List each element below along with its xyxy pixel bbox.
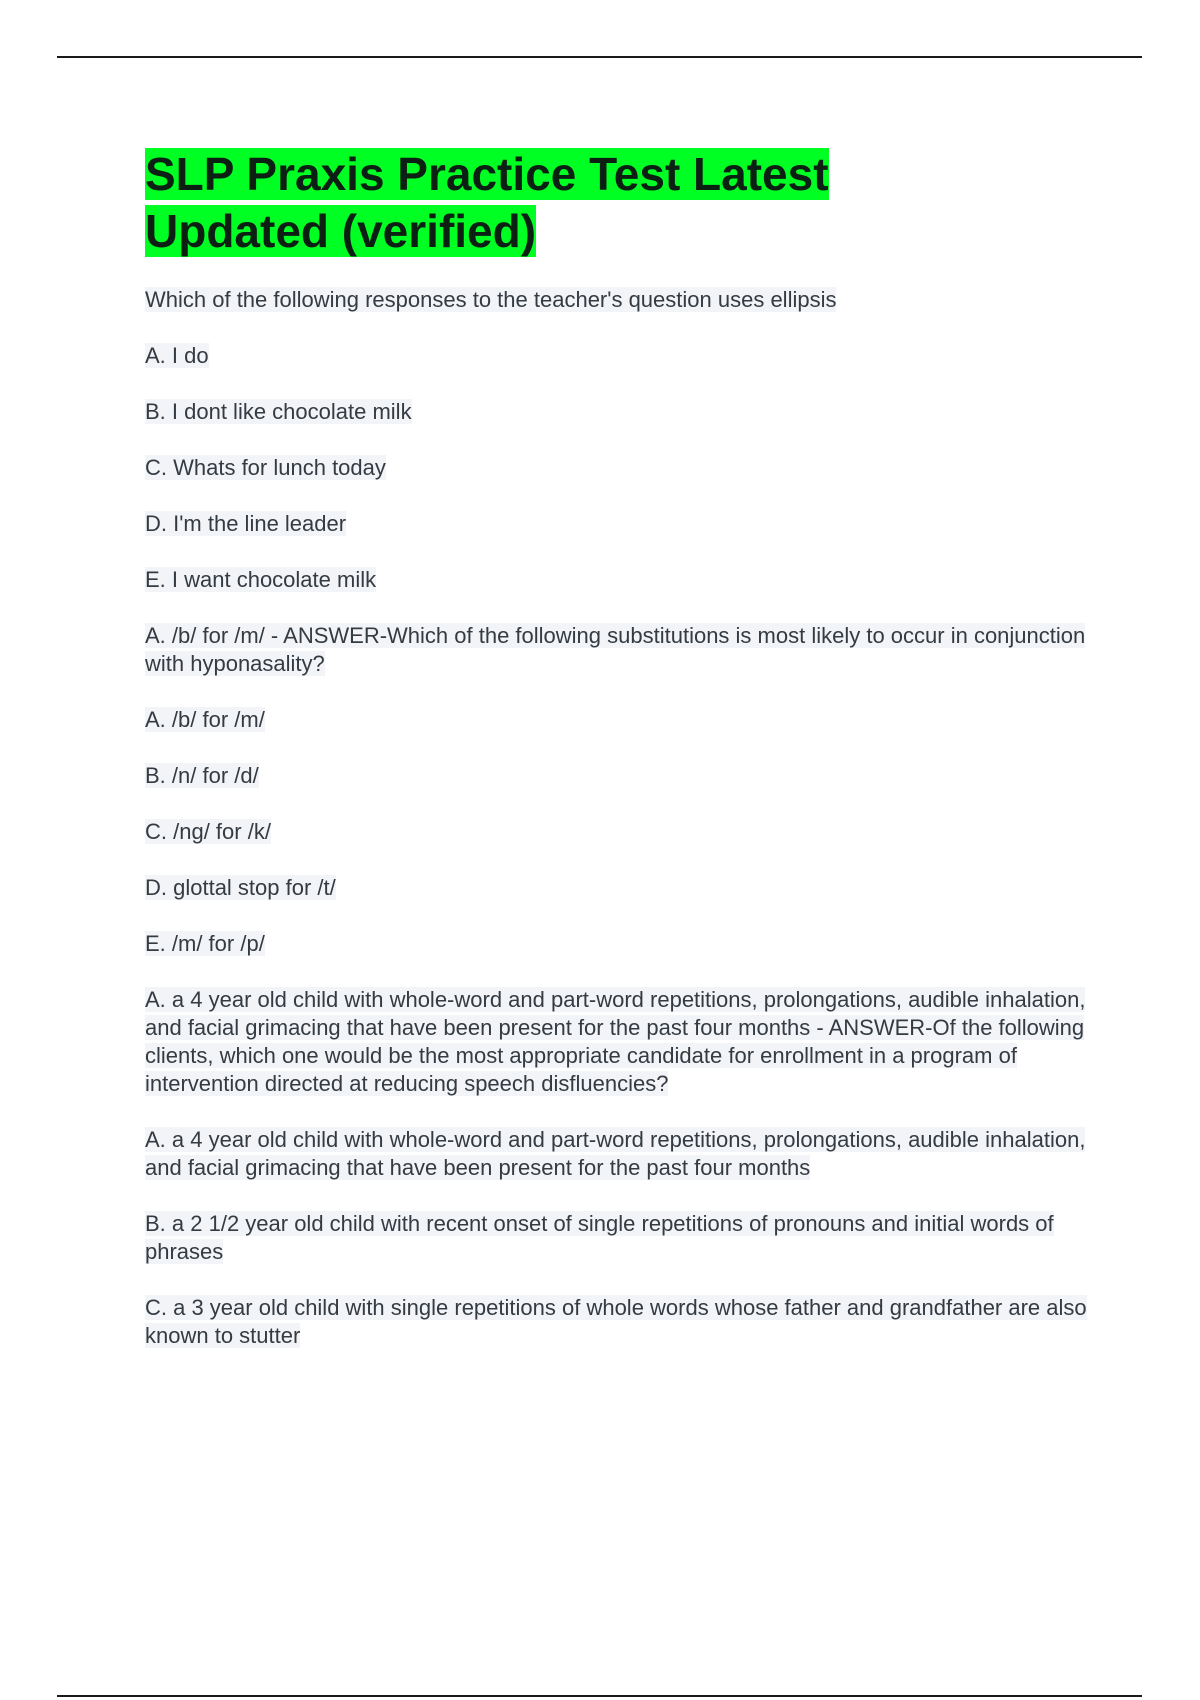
answer-option — [145, 930, 1095, 958]
paragraph-text: C. a 3 year old child with single repetitions of whole words whose father and grandfather are also known to stutter — [145, 1295, 1087, 1348]
answer-option — [145, 706, 1095, 734]
answer-option — [145, 342, 1095, 370]
footer-rule — [57, 1695, 1142, 1697]
paragraph-text: C. Whats for lunch today — [145, 455, 386, 480]
answer-option — [145, 818, 1095, 846]
answer-option — [145, 762, 1095, 790]
question-stem — [145, 986, 1095, 1098]
document-body — [145, 146, 1095, 1378]
paragraph-text: E. /m/ for /p/ — [145, 931, 265, 956]
document-title-text: SLP Praxis Practice Test Latest Updated (verified) — [145, 148, 829, 257]
answer-option — [145, 510, 1095, 538]
question-stem — [145, 622, 1095, 678]
answer-option — [145, 874, 1095, 902]
paragraph-text: A. I do — [145, 343, 209, 368]
paragraph-text: B. I dont like chocolate milk — [145, 399, 412, 424]
answer-option — [145, 1294, 1095, 1350]
paragraph-text: A. a 4 year old child with whole-word and part-word repetitions, prolongations, audible inhalation, and facial grimacing that have been present for the past four months - ANSWER-Of the following clients, which one would be the most appropriate candidate for enrollment in a program of intervention directed at reducing speech disfluencies? — [145, 987, 1086, 1096]
paragraph-text: D. I'm the line leader — [145, 511, 347, 536]
paragraph-text: A. /b/ for /m/ - ANSWER-Which of the following substitutions is most likely to occur in conjunction with hyponasality? — [145, 623, 1086, 676]
answer-option — [145, 1210, 1095, 1266]
document-title — [145, 146, 885, 260]
paragraph-text: A. a 4 year old child with whole-word and part-word repetitions, prolongations, audible inhalation, and facial grimacing that have been present for the past four months — [145, 1127, 1086, 1180]
paragraph-text: E. I want chocolate milk — [145, 567, 377, 592]
paragraph-text: B. a 2 1/2 year old child with recent onset of single repetitions of pronouns and initial words of phrases — [145, 1211, 1054, 1264]
paragraph-text: Which of the following responses to the teacher's question uses ellipsis — [145, 287, 837, 312]
paragraph-text: D. glottal stop for /t/ — [145, 875, 336, 900]
paragraph-text: C. /ng/ for /k/ — [145, 819, 271, 844]
paragraph-text: B. /n/ for /d/ — [145, 763, 259, 788]
answer-option — [145, 398, 1095, 426]
question-stem — [145, 286, 1095, 314]
paragraph-text: A. /b/ for /m/ — [145, 707, 265, 732]
answer-option — [145, 454, 1095, 482]
answer-option — [145, 1126, 1095, 1182]
question-list — [145, 286, 1095, 1350]
header-rule — [57, 56, 1142, 58]
answer-option — [145, 566, 1095, 594]
